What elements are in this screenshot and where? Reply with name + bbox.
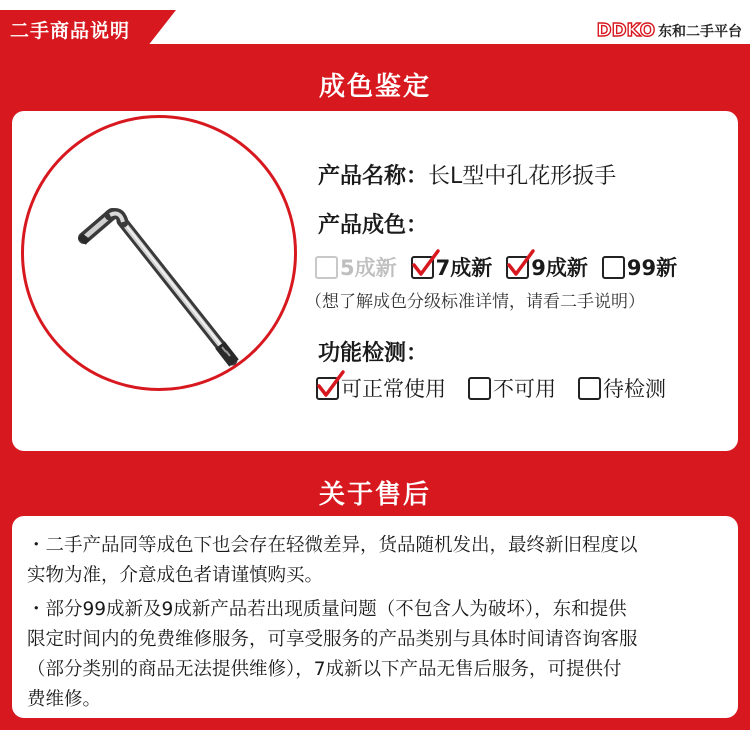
function-usable-label: 可正常使用: [341, 377, 446, 401]
logo-text: 东和二手平台: [658, 23, 742, 40]
check-mark-icon: [410, 248, 440, 278]
page-header: [0, 0, 750, 46]
product-name-line: [318, 159, 616, 190]
product-photo-frame: [21, 115, 297, 391]
grade-99-label: 99新: [626, 256, 678, 280]
paragraph-line: 费维修。: [27, 689, 102, 710]
product-name-value: 长L型中孔花形扳手: [428, 164, 617, 189]
grade-7-checkbox[interactable]: [411, 256, 434, 279]
header-tab-label: 二手商品说明: [10, 20, 131, 42]
paragraph-line: 限定时间内的免费维修服务，可享受服务的产品类别与具体时间请咨询客服: [27, 629, 638, 650]
grade-note: （想了解成色分级标准详情，请看二手说明）: [305, 292, 645, 312]
function-usable-checkbox[interactable]: [316, 377, 339, 400]
check-mark-icon: [505, 248, 535, 278]
grade-9-label: 9成新: [531, 256, 588, 280]
grade-label: 产品成色：: [318, 213, 429, 238]
function-unusable-label: 不可用: [493, 377, 556, 401]
paragraph-line: ・部分99成新及9成新产品若出现质量问题（不包含人为破坏），东和提供: [27, 599, 627, 620]
function-label: 功能检测：: [318, 341, 429, 366]
grade-5-checkbox[interactable]: [315, 256, 338, 279]
grade-7-label: 7成新: [435, 256, 493, 280]
logo-mark: DDKO: [596, 20, 655, 41]
hex-key-l-wrench-icon: [24, 118, 294, 388]
aftersale-paragraph-1: [27, 531, 732, 591]
paragraph-line: ・二手产品同等成色下也会存在轻微差异，货品随机发出，最终新旧程度以: [27, 535, 638, 556]
grade-9-checkbox[interactable]: [506, 256, 529, 279]
grade-99-checkbox[interactable]: [602, 256, 625, 279]
aftersale-paragraph-2: [27, 595, 732, 715]
brand-logo: [597, 20, 742, 41]
paragraph-line: 实物为准，介意成色者请谨慎购买。: [27, 565, 324, 586]
grade-5-label: 5成新: [340, 256, 397, 280]
grade-section-title: 成色鉴定: [318, 72, 431, 102]
product-name-label: 产品名称：: [318, 164, 429, 189]
aftersale-section-title: 关于售后: [318, 480, 431, 510]
check-mark-icon: [315, 369, 345, 399]
function-pending-checkbox[interactable]: [578, 377, 601, 400]
grade-options: [315, 252, 691, 282]
paragraph-line: （部分类别的商品无法提供维修），7成新以下产品无售后服务，可提供付: [27, 659, 622, 680]
function-unusable-checkbox[interactable]: [468, 377, 491, 400]
function-pending-label: 待检测: [603, 377, 666, 401]
function-options: [316, 373, 680, 403]
